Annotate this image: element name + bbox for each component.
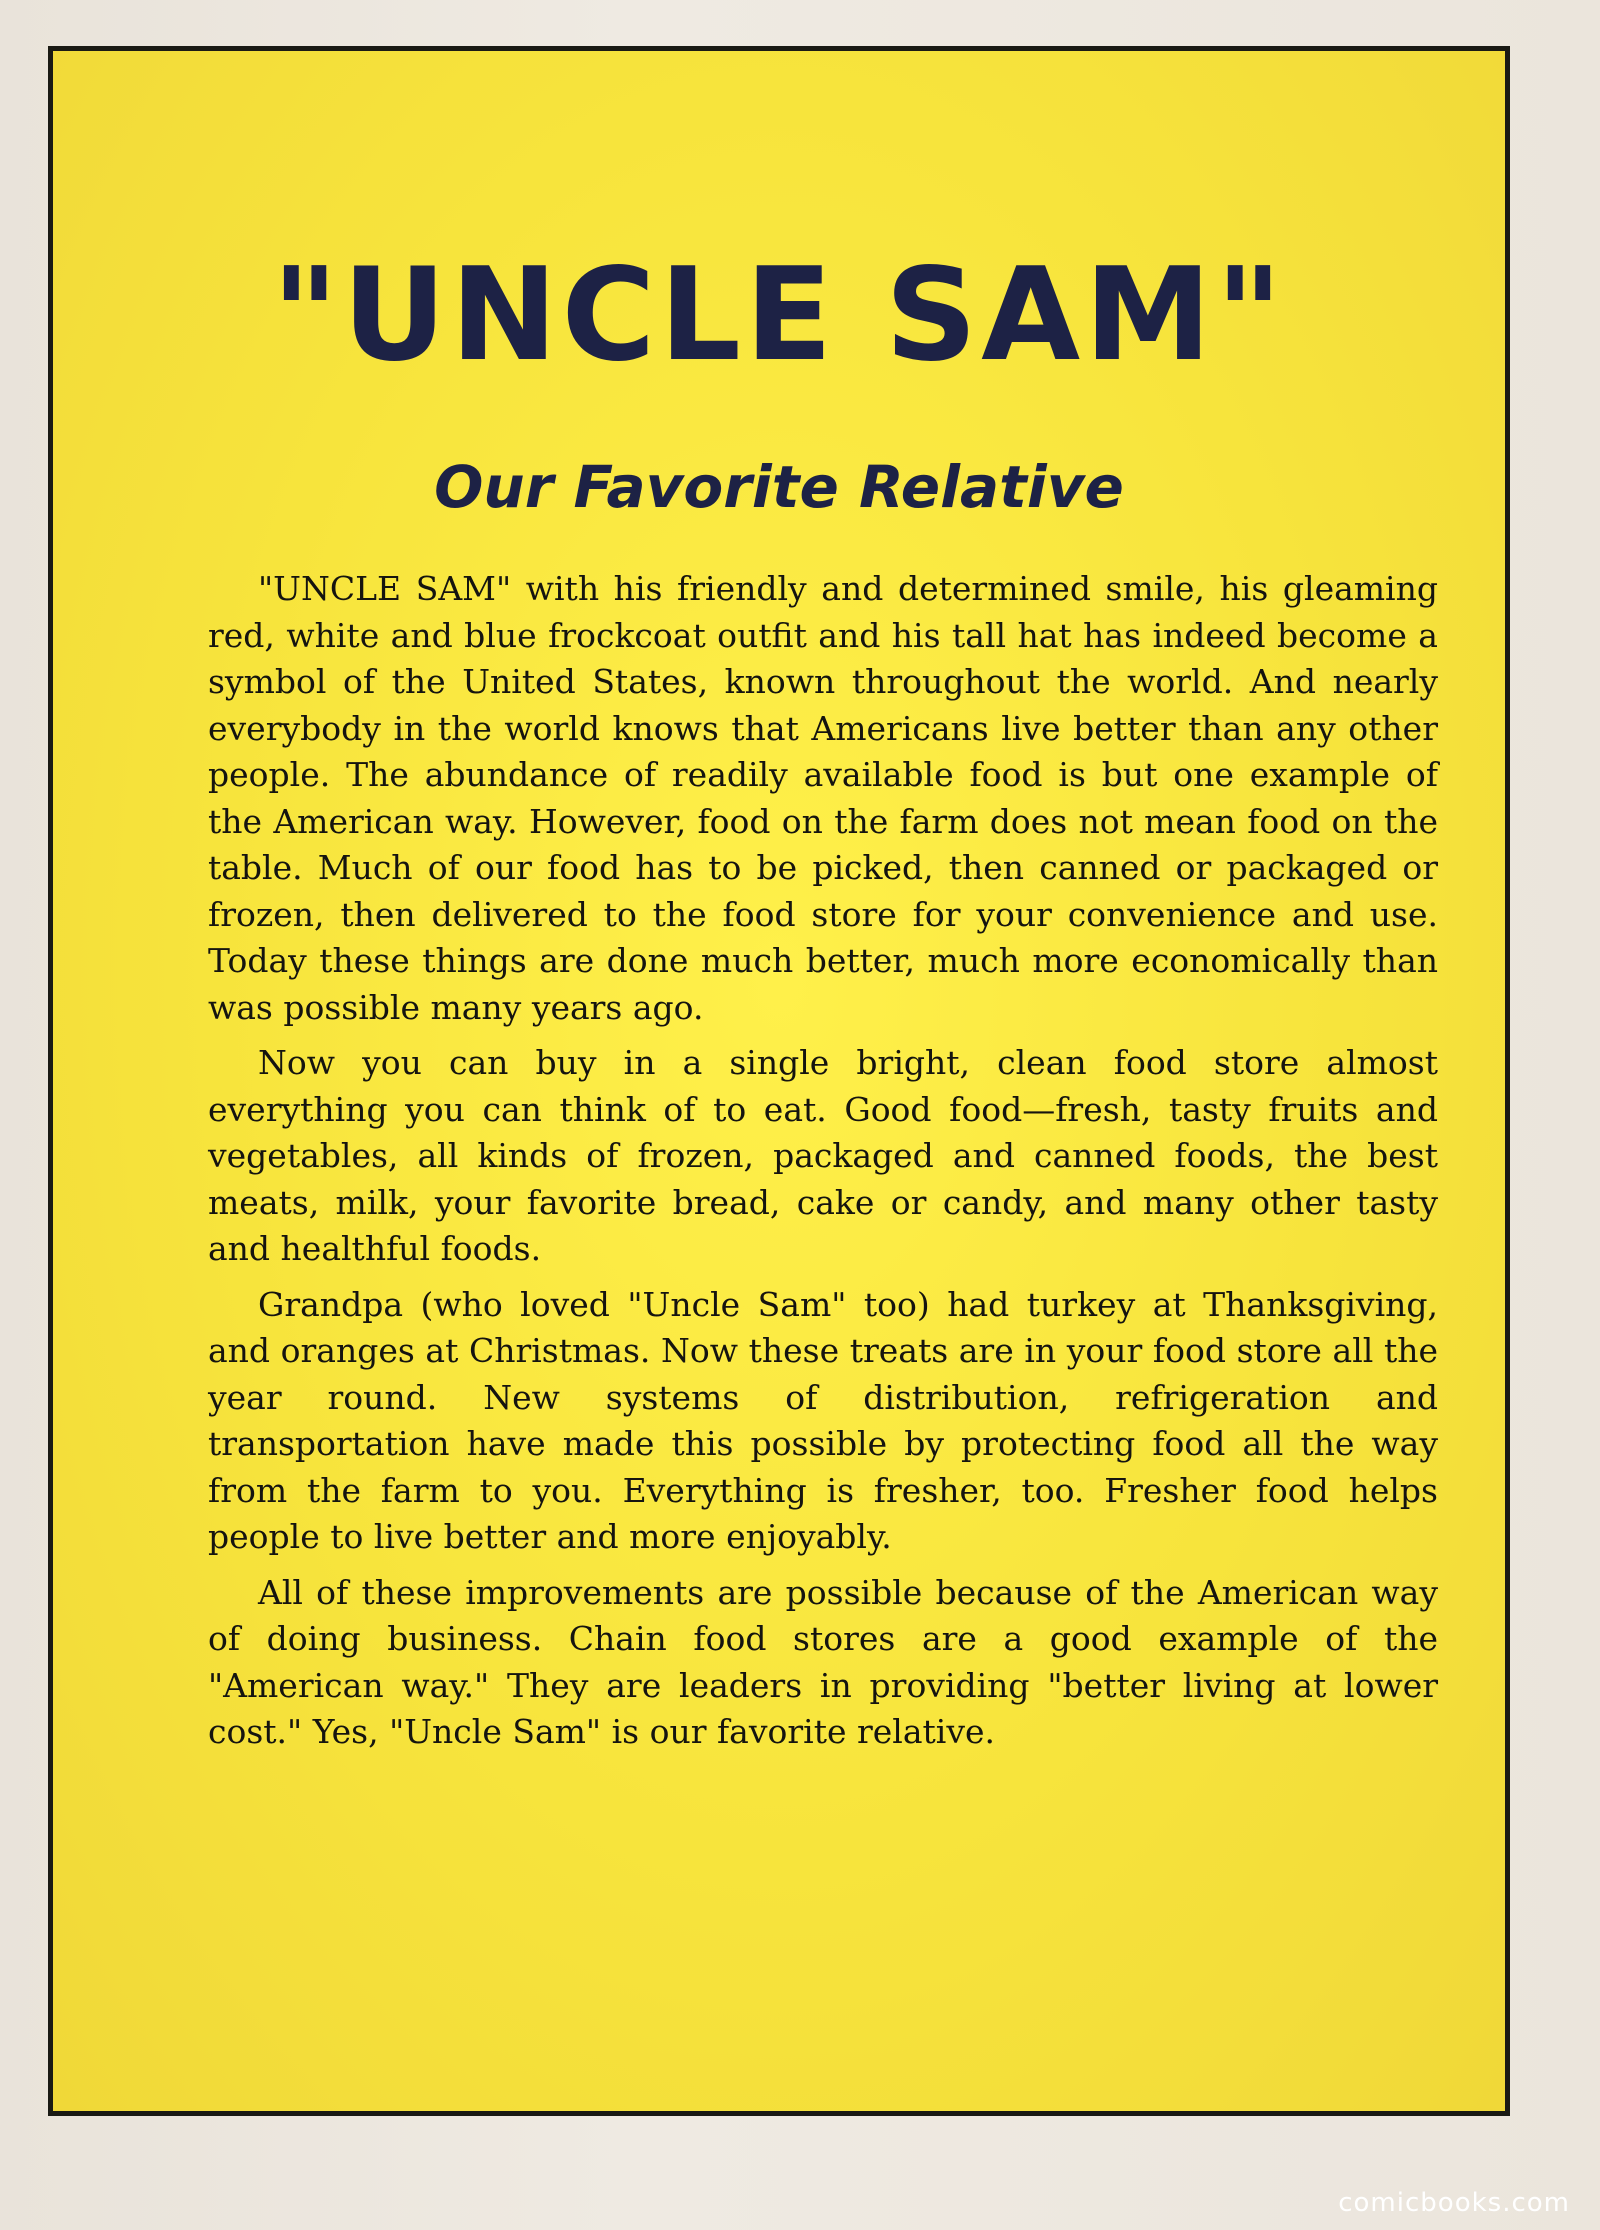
paragraph-3: Grandpa (who loved "Uncle Sam" too) had turkey at Thanksgiving, and oranges at Christmas. Now these treats are in your food store all the year round. New systems of distribution, refrigeration and transportation have made this possible by protecting food all the way from the farm to you. Everything is fresher, too. Fresher food helps people to live better and more enjoyably.: [208, 1284, 1438, 1556]
page-title: "UNCLE SAM": [271, 241, 1287, 390]
paragraph-2: Now you can buy in a single bright, clean food store almost everything you can think of to eat. Good food—fresh, tasty fruits and vegetables, all kinds of frozen, packaged and canned foods, the best meats, milk, your favorite bread, cake or candy, and many other tasty and healthful foods.: [208, 1043, 1438, 1268]
article-body: [208, 566, 1438, 1765]
yellow-panel: [48, 46, 1510, 2116]
page-subtitle: Our Favorite Relative: [434, 453, 1124, 521]
paragraph-1: "UNCLE SAM" with his friendly and determined smile, his gleaming red, white and blue frockcoat outfit and his tall hat has indeed become a symbol of the United States, known throughout the world. And nearly everybody in the world knows that Americans live better than any other people. The abundance of readily available food is but one example of the American way. However, food on the farm does not mean food on the table. Much of our food has to be picked, then canned or packaged or frozen, then delivered to the food store for your convenience and use. Today these things are done much better, much more economically than was possible many years ago.: [208, 569, 1438, 1027]
site-watermark: comicbooks.com: [1338, 2188, 1570, 2218]
paragraph-4: All of these improvements are possible because of the American way of doing business. Chain food stores are a good example of the "American way." They are leaders in providing "better living at lower cost." Yes, "Uncle Sam" is our favorite relative.: [208, 1572, 1438, 1751]
